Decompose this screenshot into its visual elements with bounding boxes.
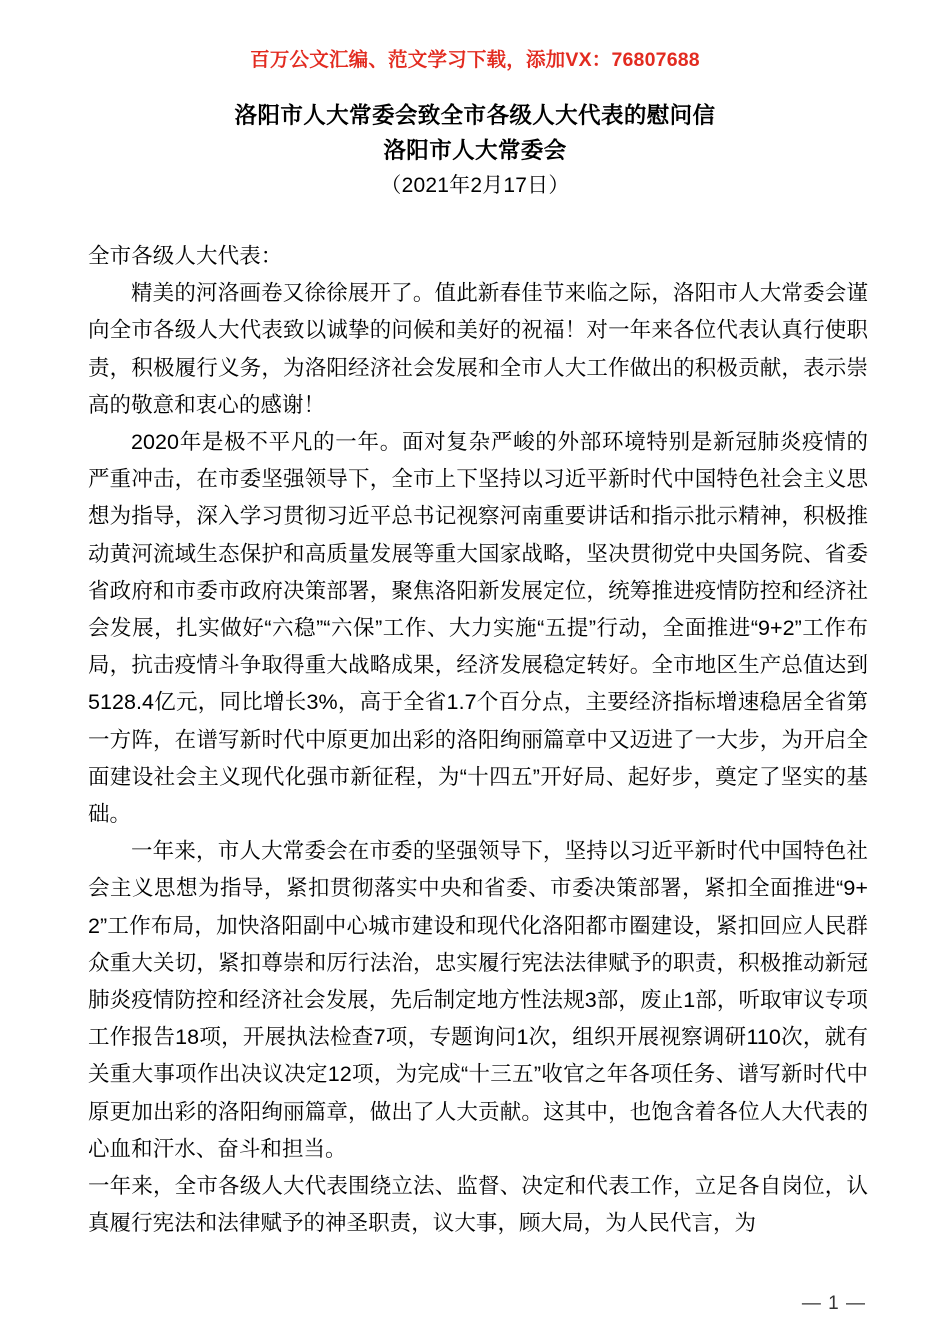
page-title: 洛阳市人大常委会致全市各级人大代表的慰问信 <box>234 103 716 128</box>
document-title-block <box>0 98 950 204</box>
body-paragraph-4-partial: 一年来，全市各级人大代表围绕立法、监督、决定和代表工作，立足各自岗位，认真履行宪法和法律赋予的神圣职责，议大事，顾大局，为人民代言，为 <box>88 1174 868 1236</box>
promo-banner-text: 百万公文汇编、范文学习下载，添加VX：76807688 <box>250 49 700 71</box>
body-paragraph-2: 2020年是极不平凡的一年。面对复杂严峻的外部环境特别是新冠肺炎疫情的严重冲击，在市委坚强领导下，全市上下坚持以习近平新时代中国特色社会主义思想为指导，深入学习贯彻习近平总书记视察河南重要讲话和指示批示精神，积极推动黄河流域生态保护和高质量发展等重大国家战略，坚决贯彻党中央国务院、省委省政府和市委市政府决策部署，聚焦洛阳新发展定位，统筹推进疫情防控和经济社会发展，扎实做好“六稳”“六保”工作、大力实施“五提”行动，全面推进“9+2”工作布局，抗击疫情斗争取得重大战略成果，经济发展稳定转好。全市地区生产总值达到5128.4亿元，同比增长3%，高于全省1.7个百分点，主要经济指标增速稳居全省第一方阵，在谱写新时代中原更加出彩的洛阳绚丽篇章中又迈进了一大步，为开启全面建设社会主义现代化强市新征程，为“十四五”开好局、起好步，奠定了坚实的基础。 <box>88 430 868 827</box>
body-paragraph-3: 一年来，市人大常委会在市委的坚强领导下，坚持以习近平新时代中国特色社会主义思想为指导，紧扣贯彻落实中央和省委、市委决策部署，紧扣全面推进“9+2”工作布局，加快洛阳副中心城市建设和现代化洛阳都市圈建设，紧扣回应人民群众重大关切，紧扣尊崇和厉行法治，忠实履行宪法法律赋予的职责，积极推动新冠肺炎疫情防控和经济社会发展，先后制定地方性法规3部，废止1部，听取审议专项工作报告18项，开展执法检查7项，专题询问1次，组织开展视察调研110次，就有关重大事项作出决议决定12项，为完成“十三五”收官之年各项任务、谱写新时代中原更加出彩的洛阳绚丽篇章，做出了人大贡献。这其中，也饱含着各位人大代表的心血和汗水、奋斗和担当。 <box>88 839 868 1161</box>
document-date: （2021年2月17日） <box>380 174 570 197</box>
body-paragraph-1: 精美的河洛画卷又徐徐展开了。值此新春佳节来临之际，洛阳市人大常委会谨向全市各级人大代表致以诚挚的问候和美好的祝福！对一年来各位代表认真行使职责，积极履行义务，为洛阳经济社会发展和全市人大工作做出的积极贡献，表示崇高的敬意和衷心的感谢！ <box>88 281 868 417</box>
salutation: 全市各级人大代表： <box>88 244 283 268</box>
document-body <box>88 238 868 1242</box>
page-number-footer: — 1 — <box>801 1293 866 1314</box>
issuing-authority: 洛阳市人大常委会 <box>383 138 567 163</box>
